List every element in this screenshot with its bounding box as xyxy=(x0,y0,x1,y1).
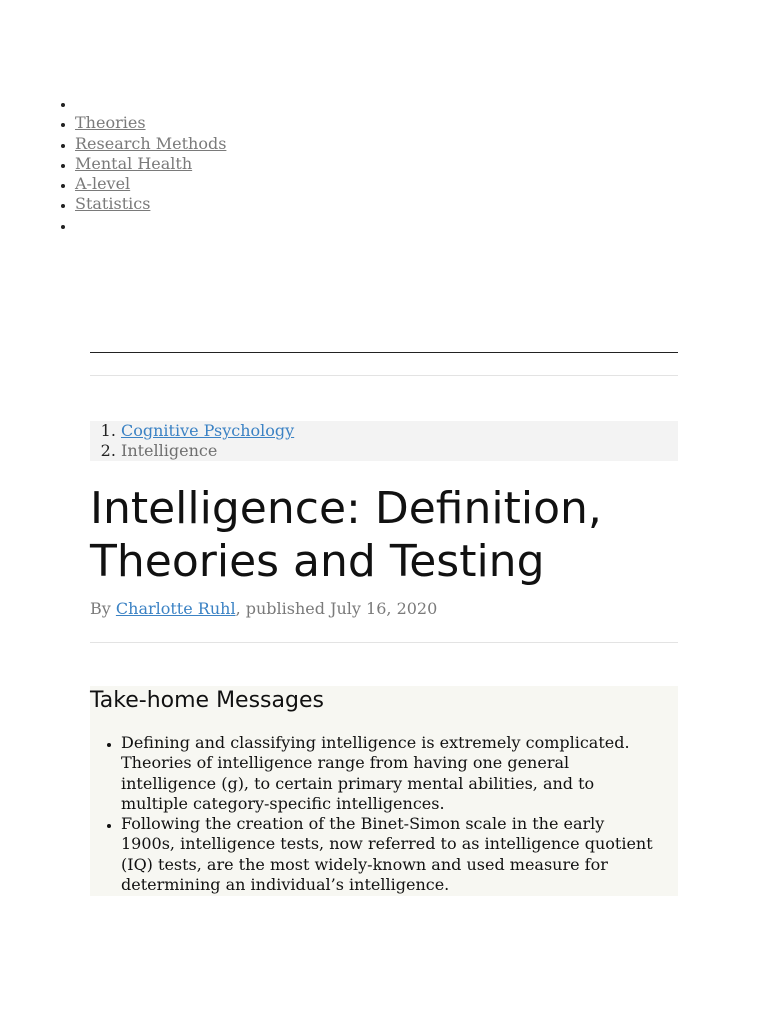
top-nav xyxy=(0,93,226,235)
nav-item-empty xyxy=(75,215,226,235)
nav-link-theories[interactable]: Theories xyxy=(75,113,146,133)
byline-date: , published July 16, 2020 xyxy=(235,599,438,618)
nav-link-statistics[interactable]: Statistics xyxy=(75,194,151,214)
takehome-heading: Take-home Messages xyxy=(90,688,324,713)
breadcrumb-link-cognitive-psychology[interactable]: Cognitive Psychology xyxy=(121,421,295,440)
nav-link-mental-health[interactable]: Mental Health xyxy=(75,153,193,173)
takehome-list xyxy=(90,733,660,895)
takehome-box xyxy=(90,686,678,896)
breadcrumb xyxy=(90,421,678,461)
breadcrumb-current: Intelligence xyxy=(121,441,218,461)
nav-item-theories xyxy=(75,93,226,134)
takehome-item: • Following the creation of the Binet-Simon scale in the early 1900s, intelligence tests, now referred to as intelligence quotient (IQ) tests, are the most widely-known and used measure for determining an individual’s intelligence. xyxy=(121,814,660,895)
breadcrumb-item xyxy=(121,421,678,441)
section-divider xyxy=(90,375,678,376)
breadcrumb-item xyxy=(121,441,678,461)
byline-prefix: By xyxy=(90,599,116,618)
author-link[interactable]: Charlotte Ruhl xyxy=(115,599,236,618)
nav-item-statistics xyxy=(75,194,226,214)
nav-link-research-methods[interactable]: Research Methods xyxy=(75,133,227,153)
page-title: Intelligence: Definition, Theories and Testing xyxy=(90,483,602,587)
header-divider xyxy=(90,352,678,353)
byline xyxy=(90,598,437,620)
byline-divider xyxy=(90,642,678,643)
takehome-item: • Defining and classifying intelligence is extremely complicated. Theories of intelligence range from having one general intelligence (g), to certain primary mental abilities, and to multiple category-specific intelligences. xyxy=(121,733,660,814)
nav-link-a-level[interactable]: A-level xyxy=(75,174,131,194)
nav-item-mental-health xyxy=(75,154,226,174)
nav-item-research-methods xyxy=(75,134,226,154)
nav-item-a-level xyxy=(75,174,226,194)
